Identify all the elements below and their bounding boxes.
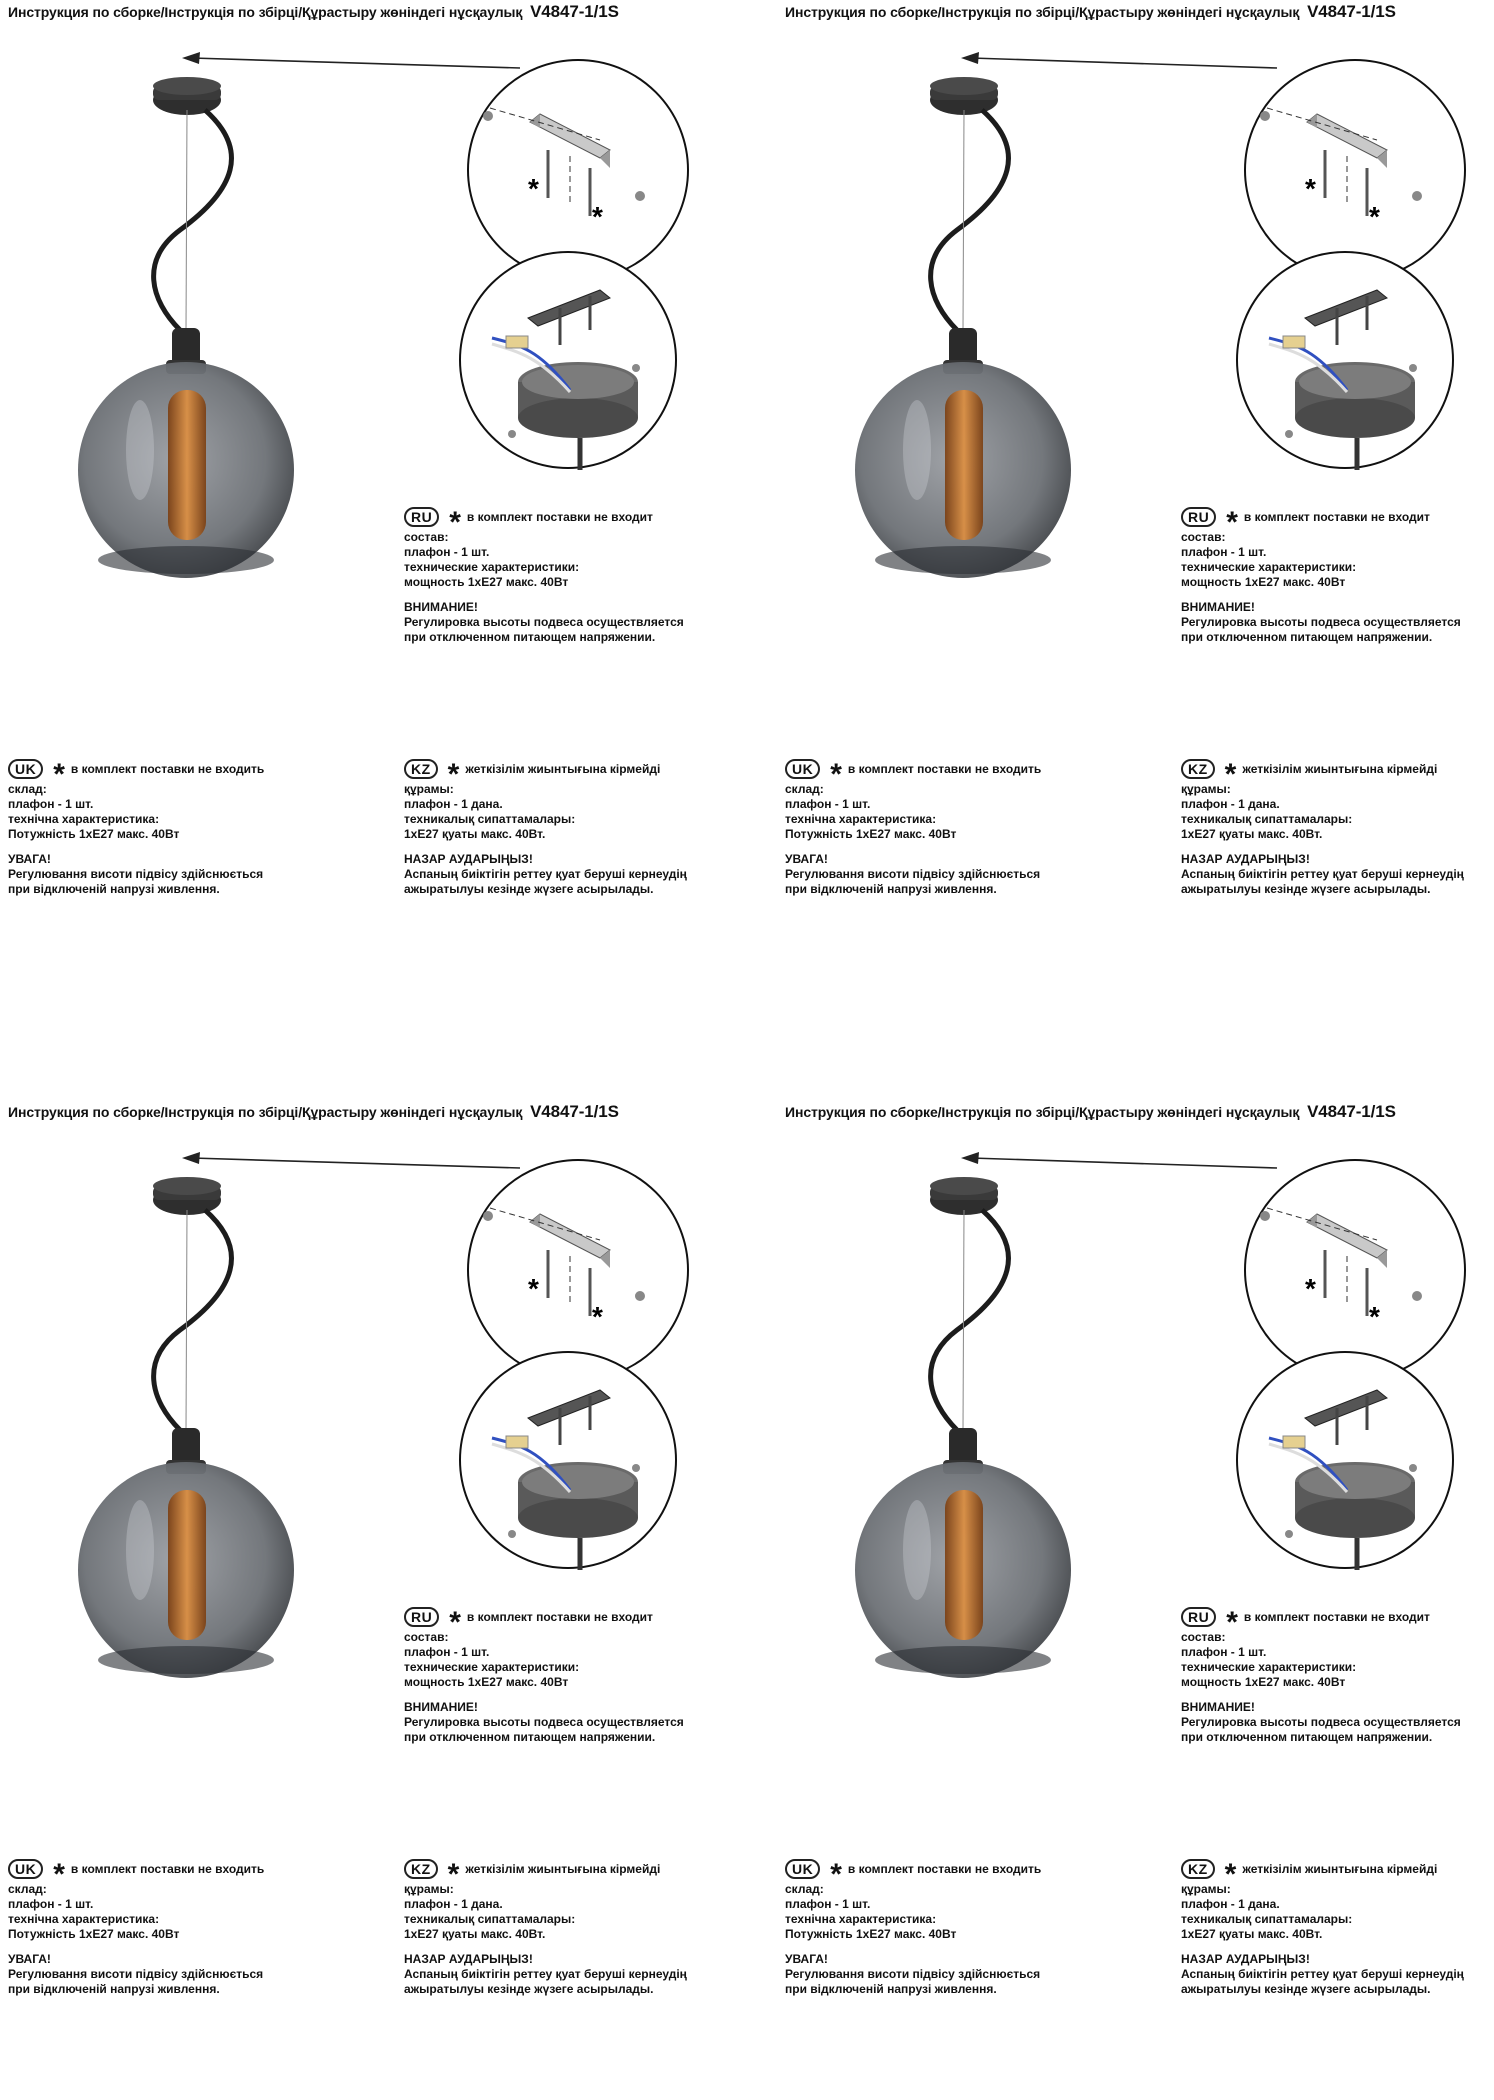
asterisk-icon: * <box>449 506 461 539</box>
asterisk-mark: * <box>592 1301 603 1332</box>
instruction-sheet-bottom-right <box>777 1100 1494 2100</box>
ru-line: мощность 1хЕ27 макс. 40Вт <box>404 575 569 589</box>
ru-badge: RU <box>1181 507 1216 527</box>
arrow-line <box>192 58 520 68</box>
uk-warning-title: УВАГА! <box>8 1952 51 1966</box>
ru-warning-title: ВНИМАНИЕ! <box>1181 1700 1255 1714</box>
uk-line: плафон - 1 шт. <box>8 797 94 811</box>
ru-badge: RU <box>404 1607 439 1627</box>
kz-line: 1хЕ27 қуаты макс. 40Вт. <box>404 827 546 841</box>
kz-line: техникалық сипаттамалары: <box>1181 1912 1353 1926</box>
uk-line: плафон - 1 шт. <box>8 1897 94 1911</box>
ru-section <box>404 506 684 645</box>
model-code: V4847-1/1S <box>1307 2 1396 21</box>
ru-warning-title: ВНИМАНИЕ! <box>1181 600 1255 614</box>
ru-warning-text: Регулировка высоты подвеса осуществляется <box>1181 1715 1461 1729</box>
asterisk-icon: * <box>830 1858 842 1891</box>
kz-line: техникалық сипаттамалары: <box>404 1912 576 1926</box>
uk-badge: UK <box>8 1859 43 1879</box>
uk-note: в комплект поставки не входить <box>847 761 1042 776</box>
kz-note: жеткізілім жиынтығына кірмейді <box>1242 761 1438 776</box>
model-code: V4847-1/1S <box>530 1102 619 1121</box>
detail-circle-bracket <box>468 60 688 280</box>
uk-note: в комплект поставки не входить <box>70 761 265 776</box>
ru-note: в комплект поставки не входит <box>466 509 653 524</box>
instruction-sheet-top-right <box>777 0 1494 1000</box>
uk-line: плафон - 1 шт. <box>785 1897 871 1911</box>
ru-line: технические характеристики: <box>404 560 580 574</box>
title-prefix: Инструкция по сборке/Інструкція по збірці/Құрастыру жөніндегі нұсқаулық <box>785 4 1300 20</box>
uk-line: технічна характеристика: <box>785 812 937 826</box>
kz-warning-title: НАЗАР АУДАРЫҢЫЗ! <box>1181 852 1310 866</box>
ru-warning-title: ВНИМАНИЕ! <box>404 1700 478 1714</box>
kz-line: құрамы: <box>1181 1882 1231 1896</box>
kz-warning-text: Аспаның биіктігін реттеу қуат беруші кернеудің <box>404 1967 687 1981</box>
kz-warning-text: ажыратылуы кезінде жүзеге асырылады. <box>404 882 654 896</box>
kz-badge: KZ <box>404 1859 438 1879</box>
uk-line: склад: <box>8 782 47 796</box>
kz-line: 1хЕ27 қуаты макс. 40Вт. <box>404 1927 546 1941</box>
kz-warning-title: НАЗАР АУДАРЫҢЫЗ! <box>404 1952 533 1966</box>
uk-warning-text: при відключеній напрузі живлення. <box>8 882 220 896</box>
kz-line: техникалық сипаттамалары: <box>404 812 576 826</box>
kz-badge: KZ <box>1181 1859 1215 1879</box>
uk-line: Потужність 1хЕ27 макс. 40Вт <box>785 827 957 841</box>
kz-section <box>404 758 687 897</box>
kz-line: 1хЕ27 қуаты макс. 40Вт. <box>1181 827 1323 841</box>
kz-note: жеткізілім жиынтығына кірмейді <box>465 1861 661 1876</box>
uk-warning-text: при відключеній напрузі живлення. <box>8 1982 220 1996</box>
uk-note: в комплект поставки не входить <box>847 1861 1042 1876</box>
kz-line: плафон - 1 дана. <box>404 797 503 811</box>
kz-line: 1хЕ27 қуаты макс. 40Вт. <box>1181 1927 1323 1941</box>
ru-warning-text: Регулировка высоты подвеса осуществляется <box>1181 615 1461 629</box>
kz-section <box>404 1858 687 1997</box>
kz-warning-title: НАЗАР АУДАРЫҢЫЗ! <box>404 852 533 866</box>
uk-warning-text: Регулювання висоти підвісу здійснюється <box>8 867 264 881</box>
ru-warning-text: Регулировка высоты подвеса осуществляется <box>404 615 684 629</box>
ru-line: состав: <box>1181 1630 1226 1644</box>
ru-line: плафон - 1 шт. <box>404 1645 490 1659</box>
uk-section <box>8 1858 264 1997</box>
uk-section <box>785 758 1041 897</box>
ru-warning-text: при отключенном питающем напряжении. <box>404 630 656 644</box>
kz-note: жеткізілім жиынтығына кірмейді <box>465 761 661 776</box>
asterisk-icon: * <box>1224 758 1237 791</box>
ru-section <box>1181 1606 1461 1745</box>
uk-line: склад: <box>8 1882 47 1896</box>
asterisk-mark: * <box>528 1273 539 1304</box>
kz-warning-text: ажыратылуы кезінде жүзеге асырылады. <box>1181 882 1431 896</box>
kz-note: жеткізілім жиынтығына кірмейді <box>1242 1861 1438 1876</box>
asterisk-mark: * <box>1369 201 1380 232</box>
kz-line: плафон - 1 дана. <box>404 1897 503 1911</box>
ru-line: технические характеристики: <box>1181 560 1357 574</box>
asterisk-icon: * <box>830 758 842 791</box>
kz-line: плафон - 1 дана. <box>1181 1897 1280 1911</box>
kz-badge: KZ <box>1181 759 1215 779</box>
kz-warning-text: Аспаның биіктігін реттеу қуат беруші кернеудің <box>1181 867 1464 881</box>
uk-note: в комплект поставки не входить <box>70 1861 265 1876</box>
uk-badge: UK <box>785 1859 820 1879</box>
asterisk-mark: * <box>1305 1273 1316 1304</box>
kz-line: құрамы: <box>404 782 454 796</box>
ru-line: мощность 1хЕ27 макс. 40Вт <box>1181 1675 1346 1689</box>
model-code: V4847-1/1S <box>1307 1102 1396 1121</box>
kz-line: құрамы: <box>1181 782 1231 796</box>
uk-warning-text: Регулювання висоти підвісу здійснюється <box>785 1967 1041 1981</box>
asterisk-mark: * <box>1369 1301 1380 1332</box>
support-wire <box>186 110 187 330</box>
asterisk-icon: * <box>447 758 460 791</box>
asterisk-mark: * <box>1305 173 1316 204</box>
uk-warning-text: при відключеній напрузі живлення. <box>785 882 997 896</box>
ru-warning-text: при отключенном питающем напряжении. <box>1181 630 1433 644</box>
ru-line: плафон - 1 шт. <box>1181 1645 1267 1659</box>
model-code: V4847-1/1S <box>530 2 619 21</box>
kz-line: техникалық сипаттамалары: <box>1181 812 1353 826</box>
ru-line: плафон - 1 шт. <box>1181 545 1267 559</box>
asterisk-icon: * <box>1226 1606 1238 1639</box>
kz-section <box>1181 758 1464 897</box>
ru-badge: RU <box>404 507 439 527</box>
kz-line: құрамы: <box>404 1882 454 1896</box>
ru-section <box>1181 506 1461 645</box>
uk-warning-text: Регулювання висоти підвісу здійснюється <box>785 867 1041 881</box>
uk-line: технічна характеристика: <box>8 812 160 826</box>
kz-warning-text: ажыратылуы кезінде жүзеге асырылады. <box>1181 1982 1431 1996</box>
ru-warning-text: при отключенном питающем напряжении. <box>1181 1730 1433 1744</box>
uk-line: технічна характеристика: <box>8 1912 160 1926</box>
title-prefix: Инструкция по сборке/Інструкція по збірці/Құрастыру жөніндегі нұсқаулық <box>8 4 523 20</box>
uk-warning-text: Регулювання висоти підвісу здійснюється <box>8 1967 264 1981</box>
ru-note: в комплект поставки не входит <box>1243 509 1430 524</box>
uk-line: Потужність 1хЕ27 макс. 40Вт <box>8 827 180 841</box>
kz-line: плафон - 1 дана. <box>1181 797 1280 811</box>
kz-warning-text: Аспаның биіктігін реттеу қуат беруші кернеудің <box>404 867 687 881</box>
uk-warning-title: УВАГА! <box>785 1952 828 1966</box>
instruction-sheet-top-left <box>0 0 747 1000</box>
asterisk-mark: * <box>592 201 603 232</box>
ru-line: мощность 1хЕ27 макс. 40Вт <box>404 1675 569 1689</box>
kz-warning-text: ажыратылуы кезінде жүзеге асырылады. <box>404 1982 654 1996</box>
title-prefix: Инструкция по сборке/Інструкція по збірці/Құрастыру жөніндегі нұсқаулық <box>785 1104 1300 1120</box>
filament-bulb <box>168 390 206 540</box>
asterisk-icon: * <box>1226 506 1238 539</box>
asterisk-mark: * <box>528 173 539 204</box>
instruction-sheet-bottom-left <box>0 1100 747 2100</box>
asterisk-icon: * <box>53 1858 65 1891</box>
uk-section <box>785 1858 1041 1997</box>
uk-warning-text: при відключеній напрузі живлення. <box>785 1982 997 1996</box>
ru-badge: RU <box>1181 1607 1216 1627</box>
uk-line: Потужність 1хЕ27 макс. 40Вт <box>8 1927 180 1941</box>
ru-line: плафон - 1 шт. <box>404 545 490 559</box>
ru-line: технические характеристики: <box>1181 1660 1357 1674</box>
asterisk-icon: * <box>53 758 65 791</box>
asterisk-icon: * <box>447 1858 460 1891</box>
kz-badge: KZ <box>404 759 438 779</box>
ru-warning-title: ВНИМАНИЕ! <box>404 600 478 614</box>
ru-note: в комплект поставки не входит <box>1243 1609 1430 1624</box>
ru-line: мощность 1хЕ27 макс. 40Вт <box>1181 575 1346 589</box>
kz-warning-title: НАЗАР АУДАРЫҢЫЗ! <box>1181 1952 1310 1966</box>
uk-line: склад: <box>785 782 824 796</box>
title-prefix: Инструкция по сборке/Інструкція по збірці/Құрастыру жөніндегі нұсқаулық <box>8 1104 523 1120</box>
uk-line: склад: <box>785 1882 824 1896</box>
ru-warning-text: при отключенном питающем напряжении. <box>404 1730 656 1744</box>
uk-section <box>8 758 264 897</box>
uk-line: Потужність 1хЕ27 макс. 40Вт <box>785 1927 957 1941</box>
asterisk-icon: * <box>1224 1858 1237 1891</box>
ru-line: состав: <box>1181 530 1226 544</box>
uk-line: плафон - 1 шт. <box>785 797 871 811</box>
suspension-cord <box>154 110 232 330</box>
ru-line: состав: <box>404 530 449 544</box>
ru-note: в комплект поставки не входит <box>466 1609 653 1624</box>
kz-warning-text: Аспаның биіктігін реттеу қуат беруші кернеудің <box>1181 1967 1464 1981</box>
ru-line: технические характеристики: <box>404 1660 580 1674</box>
ru-section <box>404 1606 684 1745</box>
uk-warning-title: УВАГА! <box>8 852 51 866</box>
uk-badge: UK <box>785 759 820 779</box>
uk-badge: UK <box>8 759 43 779</box>
arrow-head <box>182 52 200 64</box>
kz-section <box>1181 1858 1464 1997</box>
ru-line: состав: <box>404 1630 449 1644</box>
ru-warning-text: Регулировка высоты подвеса осуществляется <box>404 1715 684 1729</box>
uk-warning-title: УВАГА! <box>785 852 828 866</box>
uk-line: технічна характеристика: <box>785 1912 937 1926</box>
asterisk-icon: * <box>449 1606 461 1639</box>
